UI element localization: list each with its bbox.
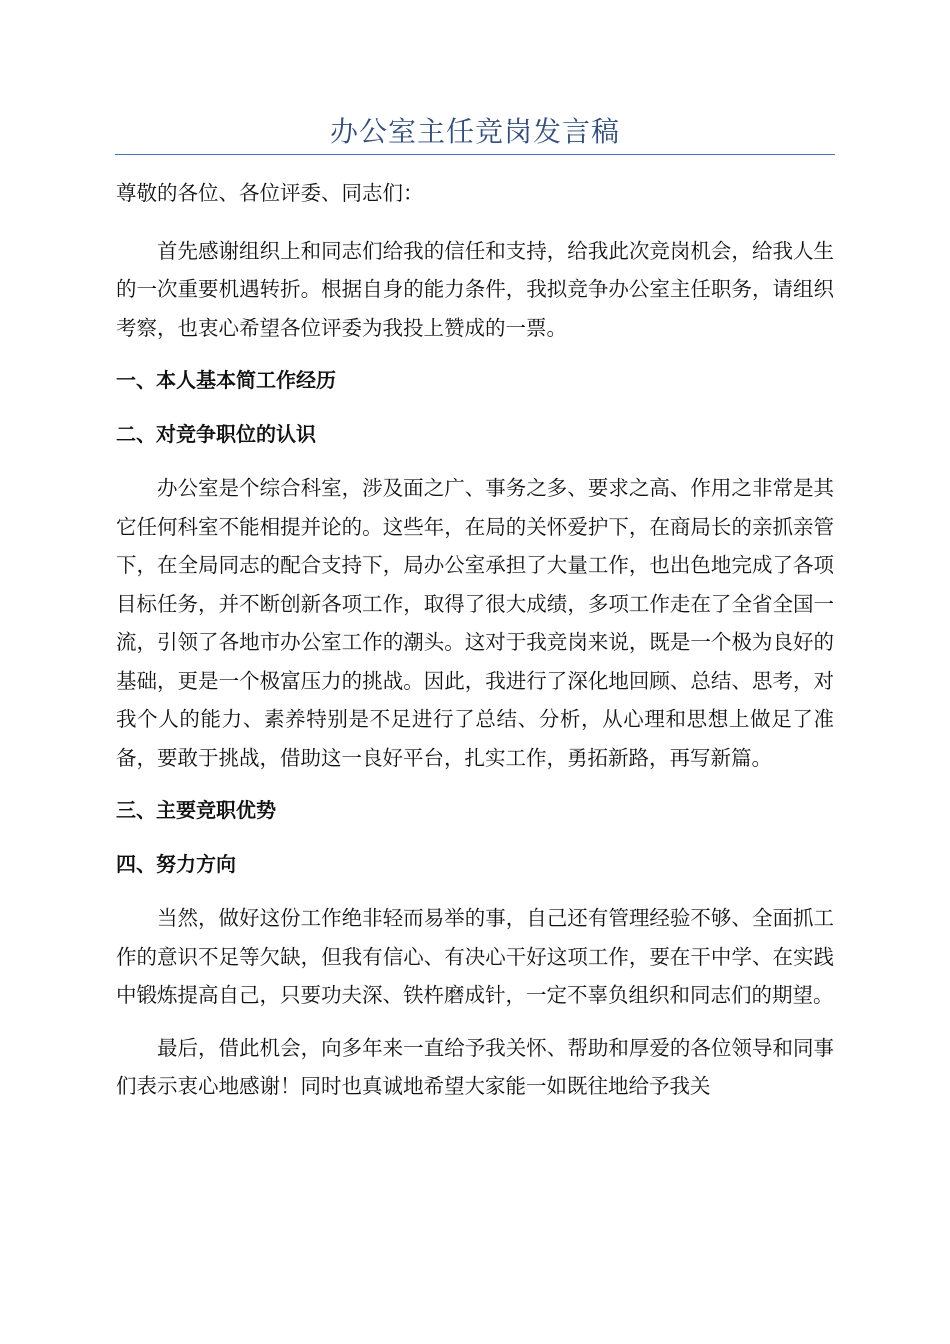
paragraph-position-understanding: 办公室是个综合科室，涉及面之广、事务之多、要求之高、作用之非常是其它任何科室不能相提并论的。这些年，在局的关怀爱护下，在商局长的亲抓亲管下，在全局同志的配合支持下，局办公室承担了大量工作，也出色地完成了各项目标任务，并不断创新各项工作，取得了很大成绩，多项工作走在了全省全国一流，引领了各地市办公室工作的潮头。这对于我竞岗来说，既是一个极为良好的基础，更是一个极富压力的挑战。因此，我进行了深化地回顾、总结、思考，对我个人的能力、素养特别是不足进行了总结、分析，从心理和思想上做足了准备，要敢于挑战，借助这一良好平台，扎实工作，勇拓新路，再写新篇。 xyxy=(116,476,834,770)
salutation: 尊敬的各位、各位评委、同志们： xyxy=(116,181,424,205)
title-underline xyxy=(115,154,835,155)
paragraph-closing: 最后，借此机会，向多年来一直给予我关怀、帮助和厚爱的各位领导和同事们表示衷心地感谢！同时也真诚地希望大家能一如既往地给予我关 xyxy=(116,1035,834,1098)
section-heading-4: 四、努力方向 xyxy=(116,852,236,876)
section-heading-2: 二、对竞争职位的认识 xyxy=(116,422,316,446)
document-body xyxy=(116,174,834,1120)
section-heading-3: 三、主要竞职优势 xyxy=(116,798,276,822)
section-heading-1: 一、本人基本简工作经历 xyxy=(116,368,336,392)
paragraph-direction: 当然，做好这份工作绝非轻而易举的事，自己还有管理经验不够、全面抓工作的意识不足等欠缺，但我有信心、有决心干好这项工作，要在干中学、在实践中锻炼提高自己，只要功夫深、铁杵磨成针，一定不辜负组织和同志们的期望。 xyxy=(116,906,834,1007)
page-title: 办公室主任竞岗发言稿 xyxy=(329,115,620,148)
paragraph-intro: 首先感谢组织上和同志们给我的信任和支持，给我此次竞岗机会，给我人生的一次重要机遇转折。根据自身的能力条件，我拟竞争办公室主任职务，请组织考察，也衷心希望各位评委为我投上赞成的一票。 xyxy=(116,238,834,340)
